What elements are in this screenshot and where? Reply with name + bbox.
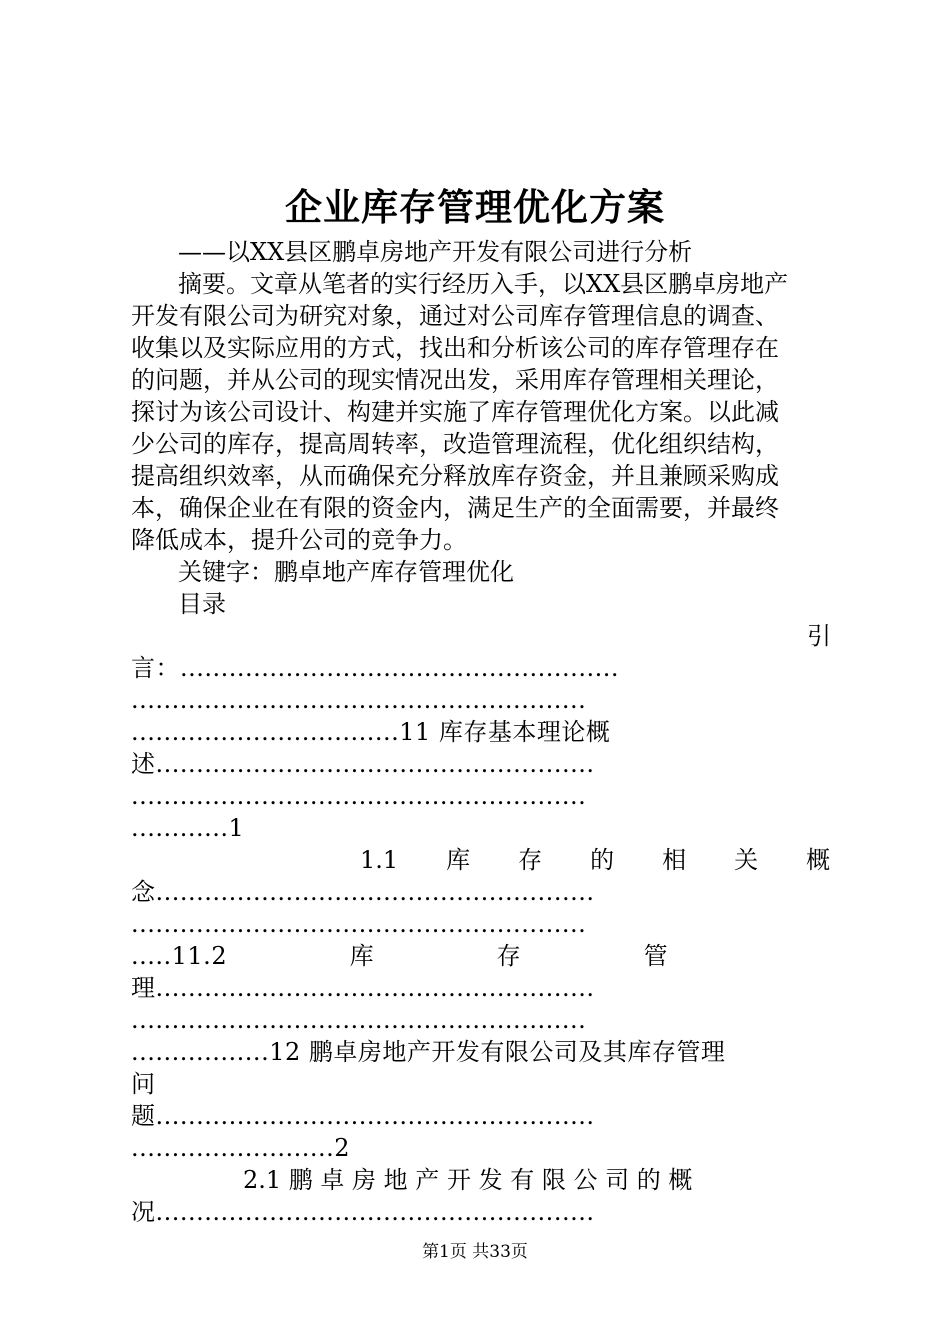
abstract-line: 开发有限公司为研究对象，通过对公司库存管理信息的调查、	[131, 302, 779, 330]
abstract-line: 少公司的库存，提高周转率，改造管理流程，优化组织结构，	[131, 430, 779, 458]
abstract-line: 探讨为该公司设计、构建并实施了库存管理优化方案。以此减	[131, 398, 779, 426]
toc-line: ........................................................	[131, 686, 587, 714]
toc-line: ........................................................	[131, 1006, 587, 1034]
toc-line: .........................2	[131, 1134, 350, 1162]
toc-line: 述......................................................	[131, 750, 595, 778]
toc-line: .....11.2 库 存 管	[131, 942, 669, 970]
page-footer: 第1页 共33页	[422, 1242, 528, 1262]
toc-line: .................12 鹏卓房地产开发有限公司及其库存管理	[131, 1038, 726, 1066]
abstract-line: 收集以及实际应用的方式，找出和分析该公司的库存管理存在	[131, 334, 779, 362]
toc-heading: 目录	[178, 590, 226, 618]
toc-line: .................................11 库存基本理论概	[131, 718, 611, 746]
keywords: 关键字：鹏卓地产库存管理优化	[178, 558, 514, 586]
toc-line: 问	[131, 1070, 155, 1098]
abstract-line: 本，确保企业在有限的资金内，满足生产的全面需要，并最终	[131, 494, 779, 522]
abstract-line: 降低成本，提升公司的竞争力。	[131, 526, 467, 554]
abstract-line: 提高组织效率，从而确保充分释放库存资金，并且兼顾采购成	[131, 462, 779, 490]
toc-line: ........................................................	[131, 782, 587, 810]
toc-line: 言：......................................................	[131, 654, 619, 682]
toc-line: 题......................................................	[131, 1102, 595, 1130]
abstract-line: 的问题，并从公司的现实情况出发，采用库存管理相关理论，	[131, 366, 779, 394]
toc-line: 念......................................................	[131, 878, 595, 906]
document-subtitle: ——以XX县区鹏卓房地产开发有限公司进行分析	[178, 238, 693, 266]
toc-line: 理......................................................	[131, 974, 595, 1002]
toc-line: 1.1 库 存 的 相 关 概	[360, 846, 831, 874]
toc-line: ............1	[131, 814, 245, 842]
toc-line: 况......................................................	[131, 1198, 595, 1226]
document-title: 企业库存管理优化方案	[285, 185, 665, 229]
abstract-line: 摘要。文章从笔者的实行经历入手，以XX县区鹏卓房地产	[178, 270, 789, 298]
toc-line: 2.1 鹏 卓 房 地 产 开 发 有 限 公 司 的 概	[243, 1166, 693, 1194]
toc-line: 引	[807, 622, 831, 650]
toc-line: ........................................................	[131, 910, 587, 938]
